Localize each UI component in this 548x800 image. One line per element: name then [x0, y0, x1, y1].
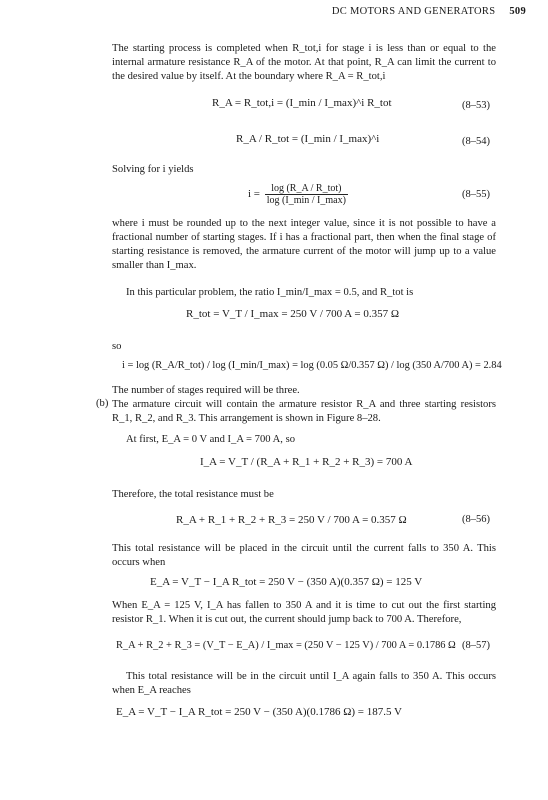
paragraph-three-stages: The number of stages required will be three.	[112, 385, 300, 396]
equation-8-54-rhs: (I_min / I_max)^i	[300, 133, 380, 145]
paragraph-total-resistance: Therefore, the total resistance must be	[112, 489, 274, 500]
equation-8-55	[248, 183, 350, 206]
paragraph-stage-boundary: The starting process is completed when R_tot,i for stage i is less than or equal to the internal armature resistance R_A of the motor. At that point, R_A can limit the current to the desired value by itself. At the boundary where R_A = R_tot,i	[112, 43, 496, 82]
equation-8-53-lhs: R_A = R_tot,i =	[212, 97, 284, 109]
equation-8-53	[212, 97, 392, 109]
equation-8-57: R_A + R_2 + R_3 = (V_T − E_A) / I_max = (250 V − 125 V) / 700 A = 0.1786 Ω	[116, 640, 456, 651]
paragraph-current-falls: This total resistance will be placed in the circuit until the current falls to 350 A. This occurs when	[112, 543, 496, 568]
equation-number-8-56: (8–56)	[462, 514, 490, 525]
equation-number-8-54: (8–54)	[462, 136, 490, 147]
equation-stage-count: i = log (R_A/R_tot) / log (I_min/I_max) = log (0.05 Ω/0.357 Ω) / log (350 A/700 A) = 2.84	[122, 360, 502, 371]
equation-ea-second: E_A = V_T − I_A R_tot = 250 V − (350 A)(0.1786 Ω) = 187.5 V	[116, 706, 402, 718]
equation-initial-current: I_A = V_T / (R_A + R_1 + R_2 + R_3) = 700 A	[200, 456, 413, 468]
equation-number-8-53: (8–53)	[462, 100, 490, 111]
paragraph-rounding: where i must be rounded up to the next integer value, since it is not possible to have a fractional number of starting stages. If i has a fractional part, then when the final stage of starting resistance is removed, the armature current of the motor will jump up to a value smaller than I_max.	[112, 218, 496, 271]
paragraph-ratio: In this particular problem, the ratio I_min/I_max = 0.5, and R_tot is	[126, 287, 414, 298]
equation-number-8-57: (8–57)	[462, 640, 490, 651]
equation-8-56: R_A + R_1 + R_2 + R_3 = 250 V / 700 A = 0.357 Ω	[176, 514, 407, 526]
paragraph-again-falls: This total resistance will be in the circuit until I_A again falls to 350 A. This occurs when E_A reaches	[112, 671, 496, 696]
equation-ea-first: E_A = V_T − I_A R_tot = 250 V − (350 A)(0.357 Ω) = 125 V	[150, 576, 423, 588]
paragraph-armature-circuit: The armature circuit will contain the armature resistor R_A and three starting resistors R_1, R_2, and R_3. This arrangement is shown in Figure 8–28.	[112, 399, 496, 424]
equation-number-8-55: (8–55)	[462, 189, 490, 200]
running-header	[332, 6, 526, 17]
header-title: DC MOTORS AND GENERATORS	[331, 6, 496, 17]
equation-8-55-numerator: log (R_A / R_tot)	[265, 183, 348, 195]
paragraph-cut-out: When E_A = 125 V, I_A has fallen to 350 A and it is time to cut out the first starting resistor R_1. When it is cut out, the current should jump back to 700 A. Therefore,	[112, 600, 496, 625]
paragraph-so: so	[112, 341, 122, 352]
equation-8-54	[236, 133, 379, 145]
equation-8-55-denominator: log (I_min / I_max)	[266, 195, 346, 206]
equation-rtot: R_tot = V_T / I_max = 250 V / 700 A = 0.357 Ω	[186, 308, 399, 320]
paragraph-solving: Solving for i yields	[112, 164, 194, 175]
equation-8-54-lhs: R_A / R_tot =	[236, 133, 299, 145]
part-label-b: (b)	[96, 398, 109, 409]
page-number: 509	[509, 6, 526, 17]
equation-8-55-fraction	[265, 183, 348, 206]
equation-8-55-lhs: i =	[248, 188, 261, 201]
equation-8-53-rhs: (I_min / I_max)^i R_tot	[285, 97, 392, 109]
paragraph-at-first: At first, E_A = 0 V and I_A = 700 A, so	[126, 434, 295, 445]
